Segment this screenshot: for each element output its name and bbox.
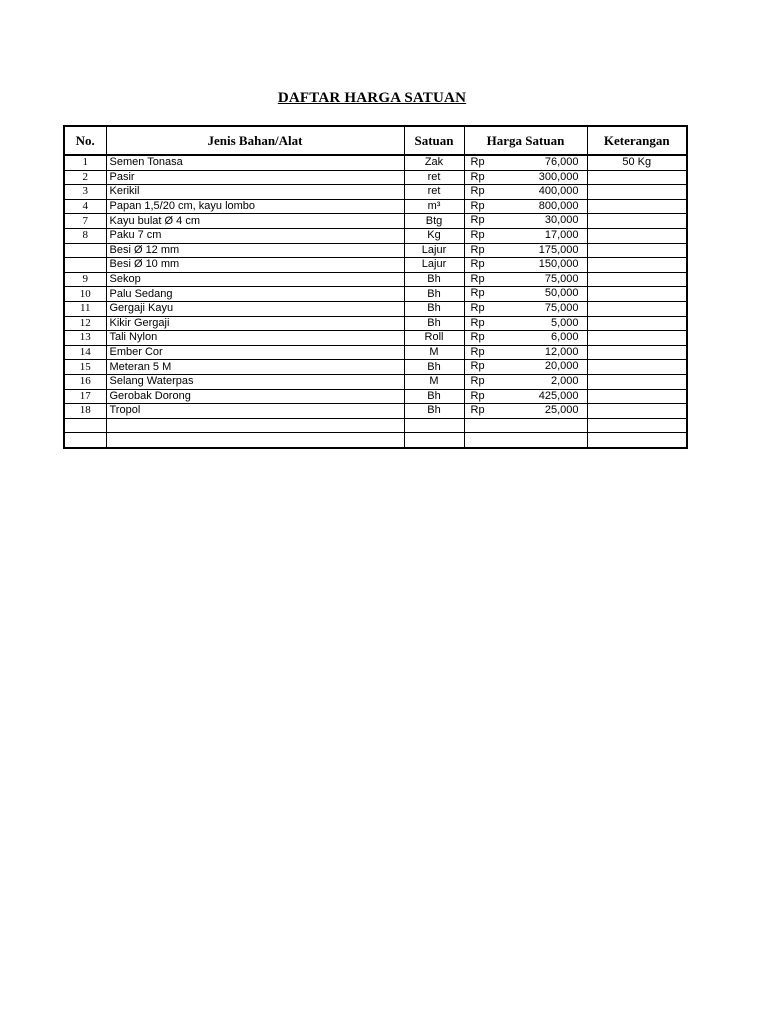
row-currency: Rp [470, 301, 485, 314]
table-row [64, 155, 687, 170]
row-currency: Rp [470, 389, 485, 402]
row-price-value: 50,000 [544, 287, 579, 300]
table-row [64, 228, 687, 243]
row-price-value: 30,000 [544, 214, 579, 227]
row-unit: M [404, 345, 464, 360]
row-item: Tropol [106, 404, 404, 419]
row-price-value: 75,000 [544, 301, 579, 314]
row-currency: Rp [470, 185, 485, 198]
row-unit: Bh [404, 316, 464, 331]
row-unit: Bh [404, 360, 464, 375]
table-row [64, 272, 687, 287]
row-price-value: 150,000 [538, 258, 579, 271]
row-price [464, 345, 587, 360]
header-note: Keterangan [587, 126, 687, 155]
table-row [64, 360, 687, 375]
table-row [64, 389, 687, 404]
header-price: Harga Satuan [464, 126, 587, 155]
row-unit: ret [404, 185, 464, 200]
row-price [464, 360, 587, 375]
row-note [587, 345, 687, 360]
table-header-row [64, 126, 687, 155]
row-price-value: 20,000 [544, 360, 579, 373]
table-row [64, 374, 687, 389]
table-body [64, 155, 687, 448]
row-note [587, 374, 687, 389]
row-no: 13 [64, 331, 106, 346]
row-unit: Bh [404, 287, 464, 302]
header-no: No. [64, 126, 106, 155]
row-currency: Rp [470, 214, 485, 227]
row-no [64, 243, 106, 258]
row-price [464, 258, 587, 273]
row-unit: M [404, 374, 464, 389]
row-note [587, 287, 687, 302]
row-currency: Rp [470, 272, 485, 285]
row-no: 12 [64, 316, 106, 331]
table-row [64, 243, 687, 258]
row-price-value: 400,000 [538, 185, 579, 198]
table-row [64, 214, 687, 229]
table-row [64, 199, 687, 214]
row-note [587, 301, 687, 316]
row-price-value: 5,000 [550, 316, 579, 329]
row-unit: ret [404, 170, 464, 185]
row-currency: Rp [470, 170, 485, 183]
document-title: DAFTAR HARGA SATUAN [277, 90, 467, 106]
row-price [464, 214, 587, 229]
row-unit: Btg [404, 214, 464, 229]
row-no: 18 [64, 404, 106, 419]
row-currency: Rp [470, 331, 485, 344]
price-table [63, 125, 688, 449]
row-no: 1 [64, 155, 106, 170]
table-row [64, 287, 687, 302]
row-price [464, 287, 587, 302]
table-row [64, 185, 687, 200]
row-price-value: 2,000 [550, 374, 579, 387]
table-row [64, 331, 687, 346]
row-price [464, 155, 587, 170]
row-item [106, 433, 404, 448]
row-item: Selang Waterpas [106, 374, 404, 389]
row-no [64, 418, 106, 433]
row-no: 14 [64, 345, 106, 360]
table-row [64, 301, 687, 316]
row-unit: m³ [404, 199, 464, 214]
row-no: 4 [64, 199, 106, 214]
row-note [587, 389, 687, 404]
row-item: Kerikil [106, 185, 404, 200]
row-unit: Kg [404, 228, 464, 243]
row-currency: Rp [470, 287, 485, 300]
row-price [464, 331, 587, 346]
row-no: 9 [64, 272, 106, 287]
row-no [64, 433, 106, 448]
row-unit: Bh [404, 389, 464, 404]
row-item [106, 418, 404, 433]
row-no: 11 [64, 301, 106, 316]
row-no [64, 258, 106, 273]
header-unit: Satuan [404, 126, 464, 155]
row-currency: Rp [470, 156, 485, 168]
row-item: Meteran 5 M [106, 360, 404, 375]
row-item: Palu Sedang [106, 287, 404, 302]
row-item: Paku 7 cm [106, 228, 404, 243]
row-currency: Rp [470, 243, 485, 256]
row-note [587, 360, 687, 375]
row-item: Gergaji Kayu [106, 301, 404, 316]
row-price-value: 12,000 [544, 345, 579, 358]
row-item: Semen Tonasa [106, 155, 404, 170]
row-item: Ember Cor [106, 345, 404, 360]
table-row [64, 345, 687, 360]
table-row [64, 404, 687, 419]
row-price [464, 185, 587, 200]
row-note [587, 272, 687, 287]
row-price [464, 316, 587, 331]
row-unit: Lajur [404, 258, 464, 273]
row-item: Besi Ø 10 mm [106, 258, 404, 273]
row-currency: Rp [470, 374, 485, 387]
row-price-value: 25,000 [544, 404, 579, 417]
row-no: 10 [64, 287, 106, 302]
row-note [587, 170, 687, 185]
header-item: Jenis Bahan/Alat [106, 126, 404, 155]
row-currency: Rp [470, 360, 485, 373]
row-note: 50 Kg [587, 155, 687, 170]
row-currency: Rp [470, 316, 485, 329]
row-price [464, 170, 587, 185]
row-price [464, 243, 587, 258]
row-unit: Zak [404, 155, 464, 170]
row-price-value: 175,000 [538, 243, 579, 256]
row-price [464, 228, 587, 243]
row-item: Gerobak Dorong [106, 389, 404, 404]
row-currency: Rp [470, 404, 485, 417]
row-note [587, 433, 687, 448]
row-price-value: 300,000 [538, 170, 579, 183]
row-item: Kikir Gergaji [106, 316, 404, 331]
table-row [64, 433, 687, 448]
row-currency: Rp [470, 258, 485, 271]
row-unit [404, 418, 464, 433]
row-unit: Roll [404, 331, 464, 346]
row-note [587, 214, 687, 229]
row-item: Kayu bulat Ø 4 cm [106, 214, 404, 229]
row-price [464, 433, 587, 448]
row-unit: Bh [404, 404, 464, 419]
row-note [587, 331, 687, 346]
row-price-value: 76,000 [544, 156, 579, 168]
row-price [464, 272, 587, 287]
row-note [587, 316, 687, 331]
row-currency: Rp [470, 228, 485, 241]
row-no: 7 [64, 214, 106, 229]
row-unit [404, 433, 464, 448]
row-no: 2 [64, 170, 106, 185]
row-note [587, 185, 687, 200]
row-price-value: 75,000 [544, 272, 579, 285]
row-item: Pasir [106, 170, 404, 185]
row-price [464, 389, 587, 404]
row-price [464, 404, 587, 419]
row-note [587, 228, 687, 243]
row-no: 3 [64, 185, 106, 200]
row-price-value: 17,000 [544, 228, 579, 241]
row-item: Tali Nylon [106, 331, 404, 346]
row-price [464, 374, 587, 389]
row-item: Besi Ø 12 mm [106, 243, 404, 258]
row-currency: Rp [470, 199, 485, 212]
row-no: 8 [64, 228, 106, 243]
row-unit: Lajur [404, 243, 464, 258]
row-item: Papan 1,5/20 cm, kayu lombo [106, 199, 404, 214]
table-row [64, 316, 687, 331]
row-price-value: 800,000 [538, 199, 579, 212]
table-row [64, 418, 687, 433]
row-price-value: 6,000 [550, 331, 579, 344]
row-note [587, 258, 687, 273]
row-note [587, 199, 687, 214]
table-row [64, 170, 687, 185]
row-no: 16 [64, 374, 106, 389]
row-price [464, 418, 587, 433]
row-currency: Rp [470, 345, 485, 358]
row-unit: Bh [404, 272, 464, 287]
row-item: Sekop [106, 272, 404, 287]
row-no: 15 [64, 360, 106, 375]
table-row [64, 258, 687, 273]
row-note [587, 418, 687, 433]
row-price-value: 425,000 [538, 389, 579, 402]
row-no: 17 [64, 389, 106, 404]
row-unit: Bh [404, 301, 464, 316]
row-price [464, 199, 587, 214]
row-price [464, 301, 587, 316]
row-note [587, 404, 687, 419]
row-note [587, 243, 687, 258]
